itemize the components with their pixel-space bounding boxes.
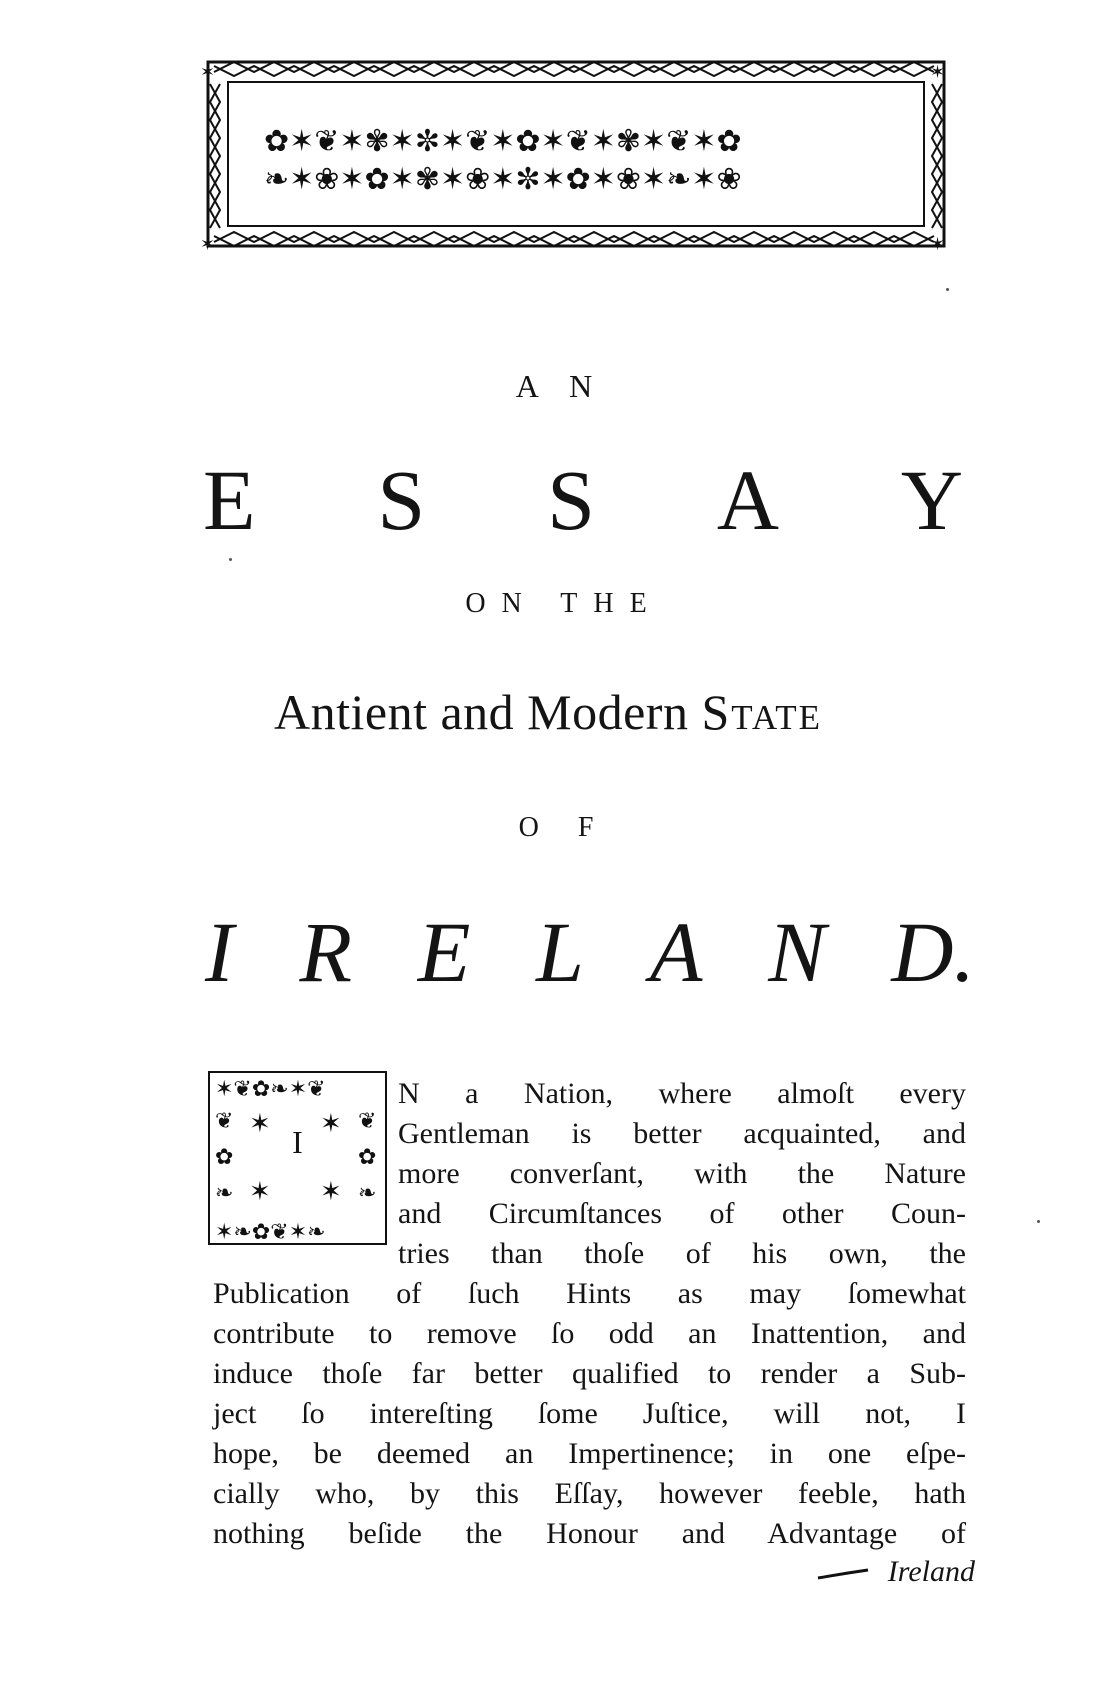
svg-text:✶: ✶ (249, 1109, 271, 1139)
svg-text:❦: ❦ (358, 1109, 377, 1134)
svg-text:✶: ✶ (930, 234, 946, 254)
decorated-initial (205, 1068, 390, 1248)
svg-text:✿: ✿ (358, 1145, 377, 1170)
catchword (790, 1555, 975, 1597)
title-of: O F (518, 812, 610, 843)
text-line: ject ſo intereſting ſome Juſtice, will not, I (213, 1397, 966, 1430)
essay-letter: S (547, 452, 595, 548)
essay-letter: S (377, 452, 426, 548)
flourish-icon (816, 1568, 870, 1580)
essay-letter: Y (900, 452, 963, 548)
svg-text:✿✶❦✶✾✶✼✶❦✶✿✶❦✶✾✶❦✶✿: ✿✶❦✶✾✶✼✶❦✶✿✶❦✶✾✶❦✶✿ (264, 124, 742, 159)
subtitle-state: State (701, 684, 822, 740)
title-an: A N (515, 368, 605, 404)
essay-letter: A (716, 452, 779, 548)
svg-text:✶: ✶ (320, 1177, 342, 1207)
text-line: tries than thoſe of his own, the (398, 1237, 966, 1270)
svg-text:✶: ✶ (320, 1109, 342, 1139)
subtitle-main: Antient and Modern (273, 684, 689, 740)
svg-text:✶: ✶ (930, 62, 946, 83)
svg-text:✿: ✿ (215, 1145, 234, 1170)
svg-text:❧✶❀✶✿✶✾✶❀✶✼✶✿✶❀✶❧✶❀: ❧✶❀✶✿✶✾✶❀✶✼✶✿✶❀✶❧✶❀ (264, 162, 742, 197)
svg-text:❦: ❦ (215, 1109, 234, 1134)
catchword-text: Ireland (887, 1555, 975, 1588)
paper-speck (1037, 1220, 1040, 1223)
paper-speck (946, 288, 949, 291)
essay-letter: E (203, 452, 256, 548)
svg-text:❧: ❧ (215, 1181, 234, 1206)
ireland-letter: I (205, 904, 234, 1000)
title-on-the: ON THE (465, 588, 663, 619)
title-ireland (205, 902, 975, 1002)
text-line: Gentleman is better acquainted, and (398, 1117, 966, 1150)
ireland-letter: L (536, 904, 585, 1000)
text-line: hope, be deemed an Impertinence; in one eſpe- (213, 1437, 966, 1470)
title-subtitle (0, 683, 1096, 741)
svg-text:✶❦✿❧✶❦: ✶❦✿❧✶❦ (215, 1077, 326, 1102)
ireland-letter: E (417, 904, 471, 1000)
svg-text:✶: ✶ (200, 62, 216, 83)
text-line: Publication of ſuch Hints as may ſomewhat (213, 1277, 966, 1310)
svg-text:❧: ❧ (358, 1181, 377, 1206)
svg-text:✶❧✿❦✶❧: ✶❧✿❦✶❧ (215, 1220, 326, 1245)
title-essay (203, 450, 963, 550)
ornamental-headpiece (200, 54, 952, 254)
initial-letter: I (292, 1124, 303, 1160)
ireland-letter: A (649, 904, 703, 1000)
ireland-letter: R (299, 904, 352, 1000)
text-line: and Circumſtances of other Coun- (398, 1197, 966, 1230)
text-line: nothing beſide the Honour and Advantage of (213, 1517, 966, 1550)
paper-speck (229, 558, 232, 561)
text-line: more converſant, with the Nature (398, 1157, 966, 1190)
text-line: cially who, by this Eſſay, however feeble, hath (213, 1477, 966, 1510)
svg-text:✶: ✶ (249, 1177, 271, 1207)
text-line: contribute to remove ſo odd an Inattention, and (213, 1317, 966, 1350)
ireland-letter: N (768, 904, 826, 1000)
svg-text:✶: ✶ (200, 234, 216, 254)
text-line: induce thoſe far better qualified to render a Sub- (213, 1357, 966, 1390)
text-line: N a Nation, where almoſt every (398, 1077, 966, 1110)
ireland-letter: D. (891, 904, 975, 1000)
